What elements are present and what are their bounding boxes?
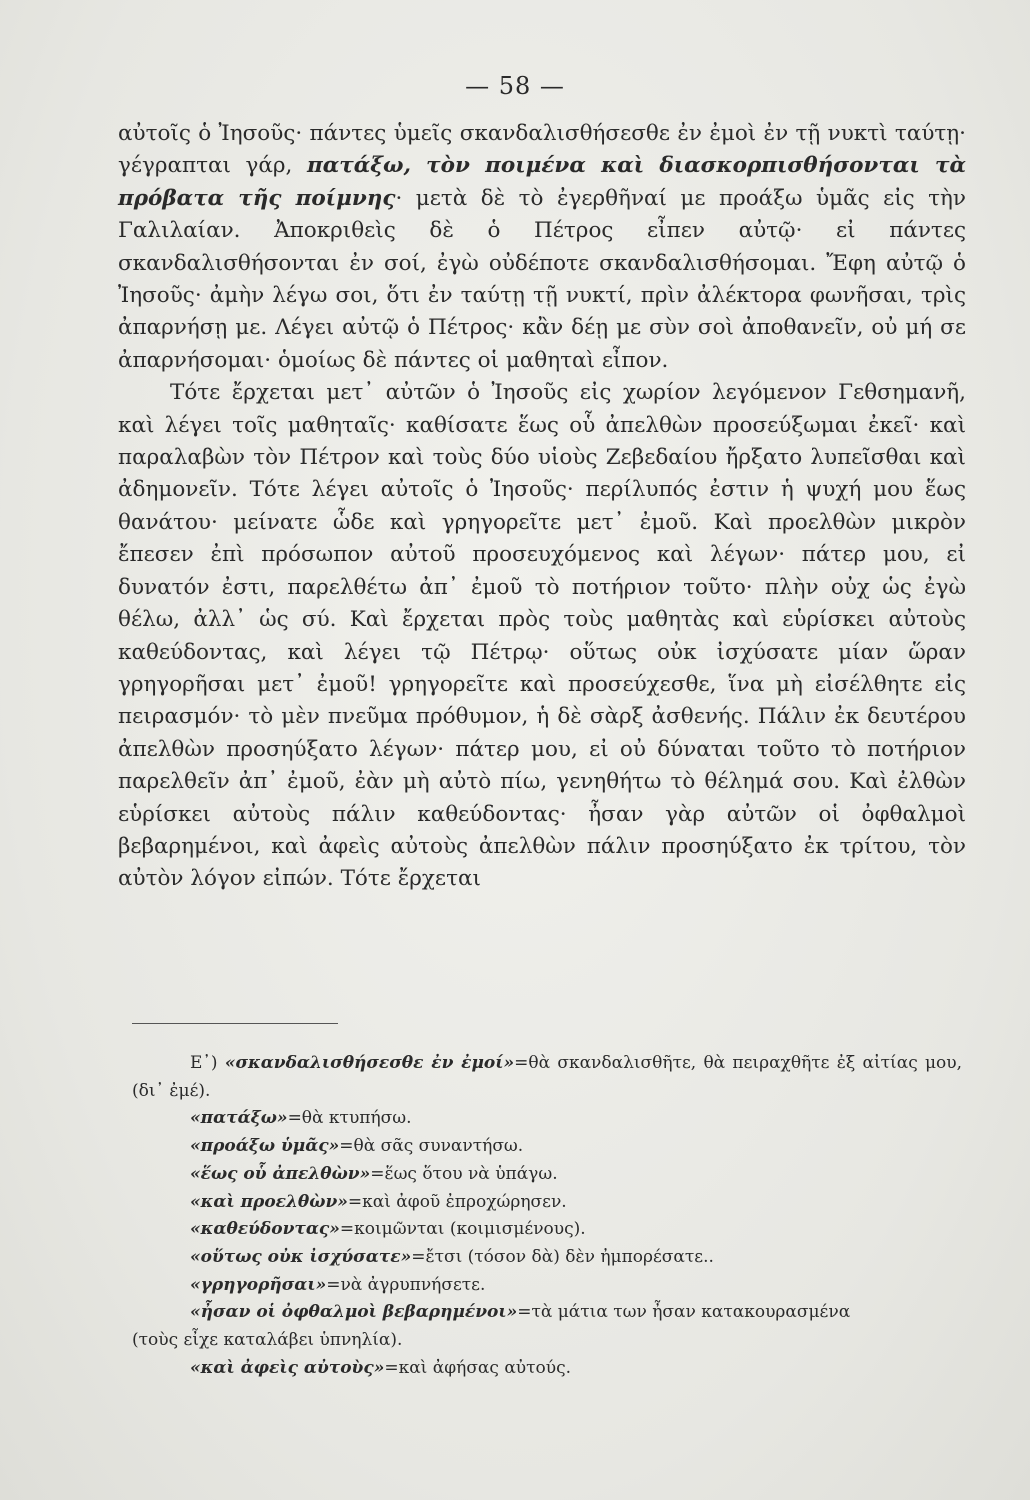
footnote-item xyxy=(132,1244,962,1272)
footnote-term: «ἕως οὗ ἀπελθὼν» xyxy=(190,1163,371,1184)
footnote-item xyxy=(132,1299,962,1327)
footnote-gloss: =θὰ κτυπήσω. xyxy=(287,1108,412,1129)
quotation-emphasis: πατάξω, τὸν ποιμένα καὶ διασκορπισθήσονται τὰ πρόβατα τῆς ποίμνης xyxy=(118,153,967,211)
footnotes xyxy=(132,1050,962,1382)
footnote-item xyxy=(132,1050,962,1105)
footnote-gloss: =θὰ σκανδαλισθῆτε, θὰ πειραχθῆτε ἐξ αἰτίας μου, (δι᾽ ἐμέ). xyxy=(132,1053,962,1101)
footnote-item xyxy=(132,1355,962,1383)
footnote-item xyxy=(132,1105,962,1133)
footnote-term: «προάξω ὑμᾶς» xyxy=(190,1136,340,1157)
footnote-item xyxy=(132,1161,962,1189)
footnote-term: «ἦσαν οἱ ὀφθαλμοὶ βεβαρημένοι» xyxy=(190,1302,518,1323)
footnote-term: «σκανδαλισθήσεσθε ἐν ἐμοί» xyxy=(224,1053,515,1073)
footnote-term: «γρηγορῆσαι» xyxy=(190,1274,327,1295)
footnote-gloss: =καὶ ἀφήσας αὐτούς. xyxy=(384,1357,572,1378)
main-text xyxy=(118,118,966,896)
footnote-term: «οὕτως οὐκ ἰσχύσατε» xyxy=(190,1246,412,1267)
footnote-term: «πατάξω» xyxy=(190,1108,288,1129)
footnote-term: «καθεύδοντας» xyxy=(190,1219,340,1240)
footnote-term: «καὶ προελθὼν» xyxy=(190,1191,348,1212)
footnote-gloss: (τοὺς εἶχε καταλάβει ὑπνηλία). xyxy=(132,1330,403,1351)
paragraph-1-text-a: αὐτοῖς ὁ Ἰησοῦς· πάντες ὑμεῖς σκανδαλισθήσεσθε ἐν ἐμοὶ ἐν τῇ νυκτὶ ταύτῃ· γέγραπται γάρ, xyxy=(118,121,966,179)
footnote-item xyxy=(132,1216,962,1244)
footnote-item xyxy=(132,1272,962,1300)
footnote-continuation xyxy=(132,1327,962,1355)
footnote-gloss: =καὶ ἀφοῦ ἐπροχώρησεν. xyxy=(347,1191,567,1212)
footnote-gloss: =ἕως ὅτου νὰ ὑπάγω. xyxy=(370,1163,558,1184)
footnote-gloss: =ἔτσι (τόσον δὰ) δὲν ἠμπορέσατε.. xyxy=(411,1246,714,1267)
footnote-gloss: =θὰ σᾶς συναντήσω. xyxy=(339,1136,524,1157)
footnote-gloss: =κοιμῶνται (κοιμισμένους). xyxy=(339,1219,586,1240)
footnote-divider xyxy=(132,1023,338,1024)
page-number: — 58 — xyxy=(465,72,565,100)
footnote-item xyxy=(132,1189,962,1217)
footnote-prefix: Ε᾽) xyxy=(190,1053,225,1073)
footnote-term: «καὶ ἀφεὶς αὐτοὺς» xyxy=(190,1357,385,1378)
footnote-gloss: =νὰ ἀγρυπνήσετε. xyxy=(326,1274,486,1295)
paragraph-1 xyxy=(118,118,966,377)
footnote-gloss: =τὰ μάτια των ἦσαν κατακουρασμένα xyxy=(517,1302,851,1323)
paragraph-1-text-b: · μετὰ δὲ τὸ ἐγερθῆναί με προάξω ὑμᾶς εἰς τὴν Γαλιλαίαν. Ἀποκριθεὶς δὲ ὁ Πέτρος εἶπεν αὐτῷ· εἰ πάντες σκανδαλισθήσονται ἐν σοί, ἐγὼ οὐδέποτε σκανδαλισθήσομαι. Ἔφη αὐτῷ ὁ Ἰησοῦς· ἀμὴν λέγω σοι, ὅτι ἐν ταύτῃ τῇ νυκτί, πρὶν ἀλέκτορα φωνῆσαι, τρὶς ἀπαρνήσῃ με. Λέγει αὐτῷ ὁ Πέτρος· κἂν δέῃ με σὺν σοὶ ἀποθανεῖν, οὐ μή σε ἀπαρνήσομαι· ὁμοίως δὲ πάντες οἱ μαθηταὶ εἶπον. xyxy=(118,185,966,373)
footnote-item xyxy=(132,1133,962,1161)
paragraph-2: Τότε ἔρχεται μετ᾽ αὐτῶν ὁ Ἰησοῦς εἰς χωρίον λεγόμενον Γεθσημανῆ, καὶ λέγει τοῖς μαθηταῖς· καθίσατε ἕως οὗ ἀπελθὼν προσεύξωμαι ἐκεῖ· καὶ παραλαβὼν τὸν Πέτρον καὶ τοὺς δύο υἱοὺς Ζεβεδαίου ἤρξατο λυπεῖσθαι καὶ ἀδημονεῖν. Τότε λέγει αὐτοῖς ὁ Ἰησοῦς· περίλυπός ἐστιν ἡ ψυχή μου ἕως θανάτου· μείνατε ὧδε καὶ γρηγορεῖτε μετ᾽ ἐμοῦ. Καὶ προελθὼν μικρὸν ἔπεσεν ἐπὶ πρόσωπον αὐτοῦ προσευχόμενος καὶ λέγων· πάτερ μου, εἰ δυνατόν ἐστι, παρελθέτω ἀπ᾽ ἐμοῦ τὸ ποτήριον τοῦτο· πλὴν οὐχ ὡς ἐγὼ θέλω, ἀλλ᾽ ὡς σύ. Καὶ ἔρχεται πρὸς τοὺς μαθητὰς καὶ εὑρίσκει αὐτοὺς καθεύδοντας, καὶ λέγει τῷ Πέτρῳ· οὕτως οὐκ ἰσχύσατε μίαν ὥραν γρηγορῆσαι μετ᾽ ἐμοῦ! γρηγορεῖτε καὶ προσεύχεσθε, ἵνα μὴ εἰσέλθητε εἰς πειρασμόν· τὸ μὲν πνεῦμα πρόθυμον, ἡ δὲ σὰρξ ἀσθενής. Πάλιν ἐκ δευτέρου ἀπελθὼν προσηύξατο λέγων· πάτερ μου, εἰ οὐ δύναται τοῦτο τὸ ποτήριον παρελθεῖν ἀπ᾽ ἐμοῦ, ἐὰν μὴ αὐτὸ πίω, γενηθήτω τὸ θέλημά σου. Καὶ ἐλθὼν εὑρίσκει αὐτοὺς πάλιν καθεύδοντας· ἦσαν γὰρ αὐτῶν οἱ ὀφθαλμοὶ βεβαρημένοι, καὶ ἀφεὶς αὐτοὺς ἀπελθὼν πάλιν προσηύξατο ἐκ τρίτου, τὸν αὐτὸν λόγον εἰπών. Τότε ἔρχεται xyxy=(118,380,966,892)
